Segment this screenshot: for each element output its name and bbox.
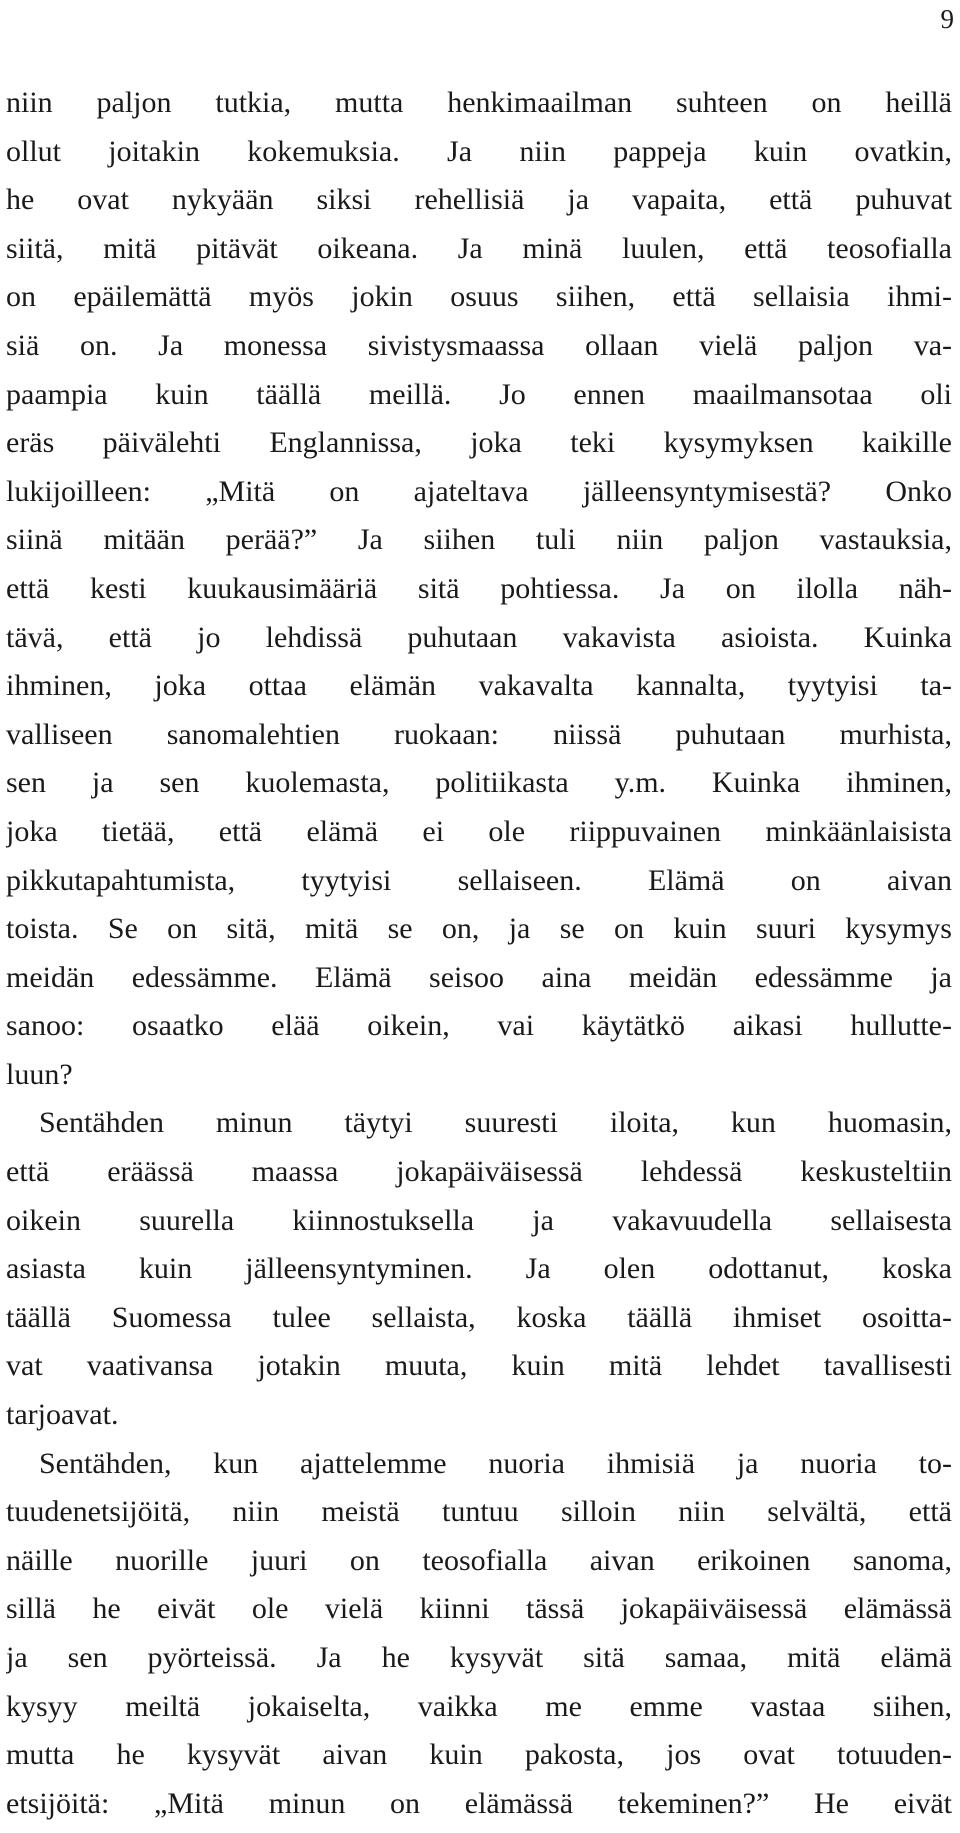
text-line: ollut joitakin kokemuksia. Ja niin pappeja kuin ovatkin, xyxy=(6,134,952,168)
paragraph xyxy=(6,1104,952,1444)
text-line: siä on. Ja monessa sivistysmaassa ollaan vielä paljon va- xyxy=(6,328,952,362)
text-line: näille nuorille juuri on teosofialla aivan erikoinen sanoma, xyxy=(6,1543,952,1577)
body-text xyxy=(6,84,952,1833)
text-line: Sentähden, kun ajattelemme nuoria ihmisiä ja nuoria to- xyxy=(39,1446,952,1480)
text-line: paampia kuin täällä meillä. Jo ennen maailmansotaa oli xyxy=(6,377,952,411)
text-line: mutta he kysyvät aivan kuin pakosta, jos ovat totuuden- xyxy=(6,1738,952,1772)
text-line: sillä he eivät ole vielä kiinni tässä jokapäiväisessä elämässä xyxy=(6,1592,952,1626)
paragraph xyxy=(6,84,952,1104)
text-line: etsijöitä: „Mitä minun on elämässä tekeminen?” He eivät xyxy=(6,1786,952,1820)
text-line: luun? xyxy=(6,1057,73,1091)
text-line: sen ja sen kuolemasta, politiikasta y.m. Kuinka ihminen, xyxy=(6,766,952,800)
text-line: toista. Se on sitä, mitä se on, ja se on kuin suuri kysymys xyxy=(6,912,952,946)
text-line: eräs päivälehti Englannissa, joka teki kysymyksen kaikille xyxy=(6,426,952,460)
text-line: että kesti kuukausimääriä sitä pohtiessa. Ja on ilolla näh- xyxy=(6,571,952,605)
text-line: vat vaativansa jotakin muuta, kuin mitä lehdet tavallisesti xyxy=(6,1349,952,1383)
text-line: joka tietää, että elämä ei ole riippuvainen minkäänlaisista xyxy=(6,814,952,848)
text-line: että eräässä maassa jokapäiväisessä lehdessä keskusteltiin xyxy=(6,1155,952,1189)
text-line: siinä mitään perää?” Ja siihen tuli niin paljon vastauksia, xyxy=(6,523,952,557)
text-line: pikkutapahtumista, tyytyisi sellaiseen. Elämä on aivan xyxy=(6,863,952,897)
text-line: kysyy meiltä jokaiselta, vaikka me emme vastaa siihen, xyxy=(6,1689,952,1723)
text-line: sanoo: osaatko elää oikein, vai käytätkö aikasi hullutte- xyxy=(6,1009,952,1043)
text-line: Sentähden minun täytyi suuresti iloita, kun huomasin, xyxy=(39,1106,952,1140)
text-line: oikein suurella kiinnostuksella ja vakavuudella sellaisesta xyxy=(6,1203,952,1237)
text-line: ihminen, joka ottaa elämän vakavalta kannalta, tyytyisi ta- xyxy=(6,669,952,703)
page-number: 9 xyxy=(940,4,954,34)
text-line: tuudenetsijöitä, niin meistä tuntuu silloin niin selvältä, että xyxy=(6,1495,952,1529)
text-line: ja sen pyörteissä. Ja he kysyvät sitä samaa, mitä elämä xyxy=(6,1641,952,1674)
paragraph xyxy=(6,1445,952,1833)
text-line: siitä, mitä pitävät oikeana. Ja minä luulen, että teosofialla xyxy=(6,231,952,265)
text-line: on epäilemättä myös jokin osuus siihen, että sellaisia ihmi- xyxy=(6,280,952,314)
text-line: tävä, että jo lehdissä puhutaan vakavista asioista. Kuinka xyxy=(6,620,952,654)
text-line: tarjoavat. xyxy=(6,1398,119,1432)
text-line: niin paljon tutkia, mutta henkimaailman suhteen on heillä xyxy=(6,86,952,119)
text-line: valliseen sanomalehtien ruokaan: niissä puhutaan murhista, xyxy=(6,717,952,751)
text-line: täällä Suomessa tulee sellaista, koska täällä ihmiset osoitta- xyxy=(6,1300,952,1334)
text-line: asiasta kuin jälleensyntyminen. Ja olen odottanut, koska xyxy=(6,1252,952,1286)
text-line: he ovat nykyään siksi rehellisiä ja vapaita, että puhuvat xyxy=(6,183,952,217)
text-line: lukijoilleen: „Mitä on ajateltava jälleensyntymisestä? Onko xyxy=(6,474,952,508)
text-line: meidän edessämme. Elämä seisoo aina meidän edessämme ja xyxy=(6,960,952,994)
